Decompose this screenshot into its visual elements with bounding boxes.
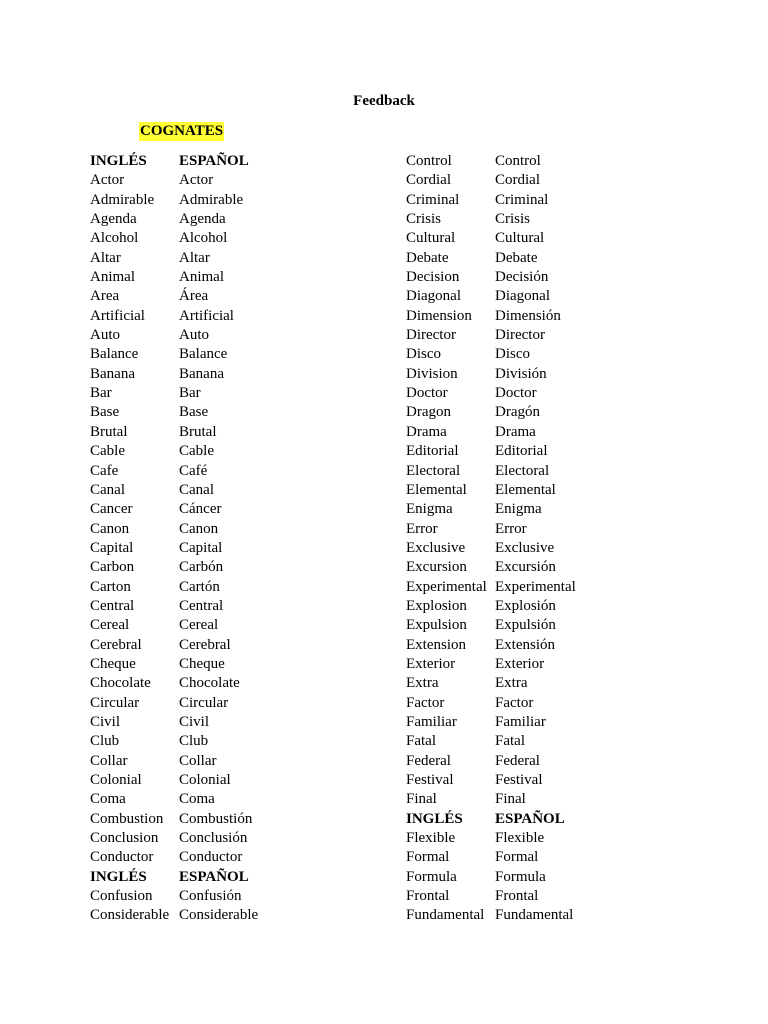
table-row [90,520,289,539]
spanish-word: Cordial [495,172,540,189]
spanish-word: Electoral [495,462,550,479]
spanish-word: Excursión [495,559,556,576]
spanish-word: Drama [495,423,536,440]
table-row [406,249,605,268]
english-word: Cerebral [90,636,142,653]
table-row [90,539,289,558]
spanish-word: Cable [179,443,214,460]
english-word: Agenda [90,211,137,228]
spanish-word: Agenda [179,211,226,228]
english-word: Alcohol [90,230,139,247]
table-row [406,481,605,500]
spanish-word: Explosión [495,597,556,614]
english-word: Altar [90,249,121,266]
english-word: Balance [90,346,139,363]
spanish-word: Doctor [495,385,537,402]
table-row [90,365,289,384]
english-word: Considerable [90,907,170,924]
table-row [90,307,289,326]
english-word: Diagonal [406,288,461,305]
english-word: Electoral [406,462,461,479]
english-word: Enigma [406,501,453,518]
table-row [90,616,289,635]
table-row [406,655,605,674]
spanish-word: Disco [495,346,530,363]
spanish-word: Elemental [495,481,556,498]
spanish-word: Diagonal [495,288,550,305]
table-row [90,771,289,790]
spanish-word: Animal [179,269,224,286]
right-cognate-table [406,152,605,926]
english-word: Central [90,597,135,614]
english-word: Cheque [90,655,136,672]
spanish-word: Conclusión [179,830,248,847]
english-word: Animal [90,269,135,286]
spanish-word: Cerebral [179,636,231,653]
table-row [90,558,289,577]
spanish-word: Factor [495,694,534,711]
english-word: Experimental [406,578,487,595]
table-row [90,384,289,403]
table-row [90,752,289,771]
english-word: Elemental [406,481,467,498]
spanish-word: Café [179,462,208,479]
table-row [406,771,605,790]
spanish-word: Formula [495,868,546,885]
table-row [90,442,289,461]
spanish-word: Exclusive [495,539,555,556]
table-row [90,210,289,229]
spanish-word: Frontal [495,888,539,905]
table-header-row [406,810,605,829]
english-word: Final [406,791,437,808]
english-word: Extra [406,675,439,692]
spanish-word: División [495,365,547,382]
english-word: Conclusion [90,830,159,847]
spanish-word: Collar [179,752,217,769]
english-word: Carton [90,578,131,595]
table-row [90,829,289,848]
english-word: Division [406,365,458,382]
table-row [90,229,289,248]
english-word: Excursion [406,559,467,576]
english-word: Base [90,404,120,421]
table-row [90,249,289,268]
table-row [90,674,289,693]
spanish-word: Canal [179,481,214,498]
table-row [406,210,605,229]
spanish-word: Coma [179,791,215,808]
spanish-word: Fundamental [495,907,574,924]
table-row [406,500,605,519]
table-row [406,597,605,616]
table-row [406,442,605,461]
spanish-word: Combustión [179,810,253,827]
spanish-word: Festival [495,772,543,788]
table-row [406,539,605,558]
spanish-word: Colonial [179,772,231,788]
english-word: Drama [406,423,447,440]
spanish-word: Bar [179,385,201,402]
spanish-word: Alcohol [179,230,228,247]
spanish-word: Admirable [179,191,244,208]
table-row [406,287,605,306]
english-word: Cultural [406,230,456,247]
table-row [406,848,605,867]
spanish-word: Altar [179,249,210,266]
spanish-word: Debate [495,249,538,266]
table-row [90,287,289,306]
table-row [406,191,605,210]
column-header-spanish: ESPAÑOL [179,153,249,169]
english-word: Brutal [90,423,128,440]
spanish-word: Dimensión [495,307,561,324]
english-word: Decision [406,269,460,286]
spanish-word: Formal [495,849,539,866]
table-row [406,384,605,403]
table-row [406,307,605,326]
table-row [406,732,605,751]
table-row [406,790,605,809]
spanish-word: Cáncer [179,501,222,518]
table-row [90,887,289,906]
left-cognate-table [90,152,289,926]
table-row [406,423,605,442]
table-row [406,906,605,925]
english-word: Formula [406,868,457,885]
english-word: Conductor [90,849,154,866]
spanish-word: Civil [179,713,210,730]
table-row [90,810,289,829]
table-row [406,403,605,422]
table-row [90,268,289,287]
table-row [406,829,605,848]
column-header-spanish: ESPAÑOL [495,810,565,827]
english-word: Dragon [406,404,451,421]
table-row [406,887,605,906]
table-row [406,268,605,287]
spanish-word: Cultural [495,230,545,247]
spanish-word: Chocolate [179,675,240,692]
table-row [406,229,605,248]
english-word: Collar [90,752,128,769]
spanish-word: Considerable [179,907,259,924]
english-word: Exclusive [406,539,466,556]
english-word: Chocolate [90,675,151,692]
table-row [90,597,289,616]
spanish-word: Enigma [495,501,542,518]
spanish-word: Base [179,404,209,421]
english-word: Festival [406,772,454,788]
english-word: Disco [406,346,441,363]
english-word: Combustion [90,810,164,827]
spanish-word: Dragón [495,404,540,421]
english-word: Expulsion [406,617,467,634]
spanish-word: Editorial [495,443,548,460]
spanish-word: Decisión [495,269,549,286]
column-header-english: INGLÉS [90,868,147,885]
english-word: Actor [90,172,125,189]
english-word: Canal [90,481,125,498]
english-word: Exterior [406,655,456,672]
english-word: Editorial [406,443,459,460]
table-row [406,674,605,693]
spanish-word: Expulsión [495,617,556,634]
english-word: Confusion [90,888,153,905]
spanish-word: Cereal [179,617,219,634]
english-word: Frontal [406,888,450,905]
table-row [406,578,605,597]
spanish-word: Auto [179,327,209,344]
spanish-word: Banana [179,365,224,382]
english-word: Fatal [406,733,436,750]
spanish-word: Final [495,791,526,808]
english-word: Flexible [406,830,456,847]
spanish-word: Artificial [179,307,234,324]
page-title: Feedback [353,93,415,109]
english-word: Criminal [406,191,460,208]
english-word: Artificial [90,307,145,324]
english-word: Crisis [406,211,442,228]
table-header-row [90,152,289,171]
table-row [90,694,289,713]
english-word: Factor [406,694,445,711]
english-word: Explosion [406,597,467,614]
english-word: Cereal [90,617,130,634]
english-word: Director [406,327,456,344]
spanish-word: Canon [179,520,219,537]
spanish-word: Actor [179,172,214,189]
table-row [406,520,605,539]
table-row [90,481,289,500]
table-row [90,578,289,597]
spanish-word: Fatal [495,733,525,750]
column-header-english: INGLÉS [406,810,463,827]
spanish-word: Familiar [495,713,546,730]
english-word: Cable [90,443,125,460]
english-word: Capital [90,539,134,556]
english-word: Extension [406,636,466,653]
table-row [90,636,289,655]
english-word: Banana [90,365,135,382]
english-word: Carbon [90,559,135,576]
table-row [406,868,605,887]
spanish-word: Confusión [179,888,242,905]
spanish-word: Área [179,288,209,305]
column-header-spanish: ESPAÑOL [179,868,249,885]
table-row [406,462,605,481]
table-row [90,790,289,809]
table-row [406,152,605,171]
english-word: Debate [406,249,449,266]
spanish-word: Balance [179,346,228,363]
english-word: Familiar [406,713,457,730]
table-row [90,713,289,732]
table-row [90,462,289,481]
table-row [90,345,289,364]
spanish-word: Criminal [495,191,549,208]
english-word: Cordial [406,172,451,189]
english-word: Bar [90,385,112,402]
spanish-word: Brutal [179,423,217,440]
table-row [90,423,289,442]
english-word: Cafe [90,462,119,479]
spanish-word: Conductor [179,849,243,866]
spanish-word: Director [495,327,545,344]
spanish-word: Crisis [495,211,531,228]
table-row [406,616,605,635]
spanish-word: Federal [495,752,540,769]
section-label-highlighted: COGNATES [140,123,224,139]
english-word: Fundamental [406,907,485,924]
spanish-word: Carbón [179,559,224,576]
spanish-word: Extensión [495,636,555,653]
english-word: Auto [90,327,120,344]
table-row [406,636,605,655]
table-row [406,326,605,345]
table-row [406,694,605,713]
english-word: Federal [406,752,451,769]
spanish-word: Club [179,733,209,750]
spanish-word: Flexible [495,830,545,847]
spanish-word: Error [495,520,527,537]
table-row [90,906,289,925]
table-row [90,403,289,422]
english-word: Civil [90,713,121,730]
english-word: Area [90,288,120,305]
spanish-word: Central [179,597,224,614]
table-row [406,752,605,771]
table-row [90,732,289,751]
table-row [406,171,605,190]
spanish-word: Extra [495,675,528,692]
table-row [406,558,605,577]
column-header-english: INGLÉS [90,153,147,169]
english-word: Coma [90,791,126,808]
table-row [406,713,605,732]
table-row [90,848,289,867]
spanish-word: Control [495,153,541,169]
english-word: Colonial [90,772,142,788]
english-word: Admirable [90,191,155,208]
spanish-word: Cheque [179,655,225,672]
english-word: Canon [90,520,130,537]
table-row [90,655,289,674]
table-header-row [90,868,289,887]
spanish-word: Capital [179,539,223,556]
english-word: Circular [90,694,140,711]
english-word: Doctor [406,385,448,402]
english-word: Cancer [90,501,133,518]
spanish-word: Experimental [495,578,576,595]
table-row [90,326,289,345]
english-word: Dimension [406,307,472,324]
table-row [406,365,605,384]
spanish-word: Exterior [495,655,545,672]
spanish-word: Cartón [179,578,220,595]
table-row [406,345,605,364]
spanish-word: Circular [179,694,229,711]
table-row [90,171,289,190]
english-word: Formal [406,849,450,866]
english-word: Control [406,153,452,169]
table-row [90,500,289,519]
english-word: Club [90,733,120,750]
english-word: Error [406,520,438,537]
table-row [90,191,289,210]
